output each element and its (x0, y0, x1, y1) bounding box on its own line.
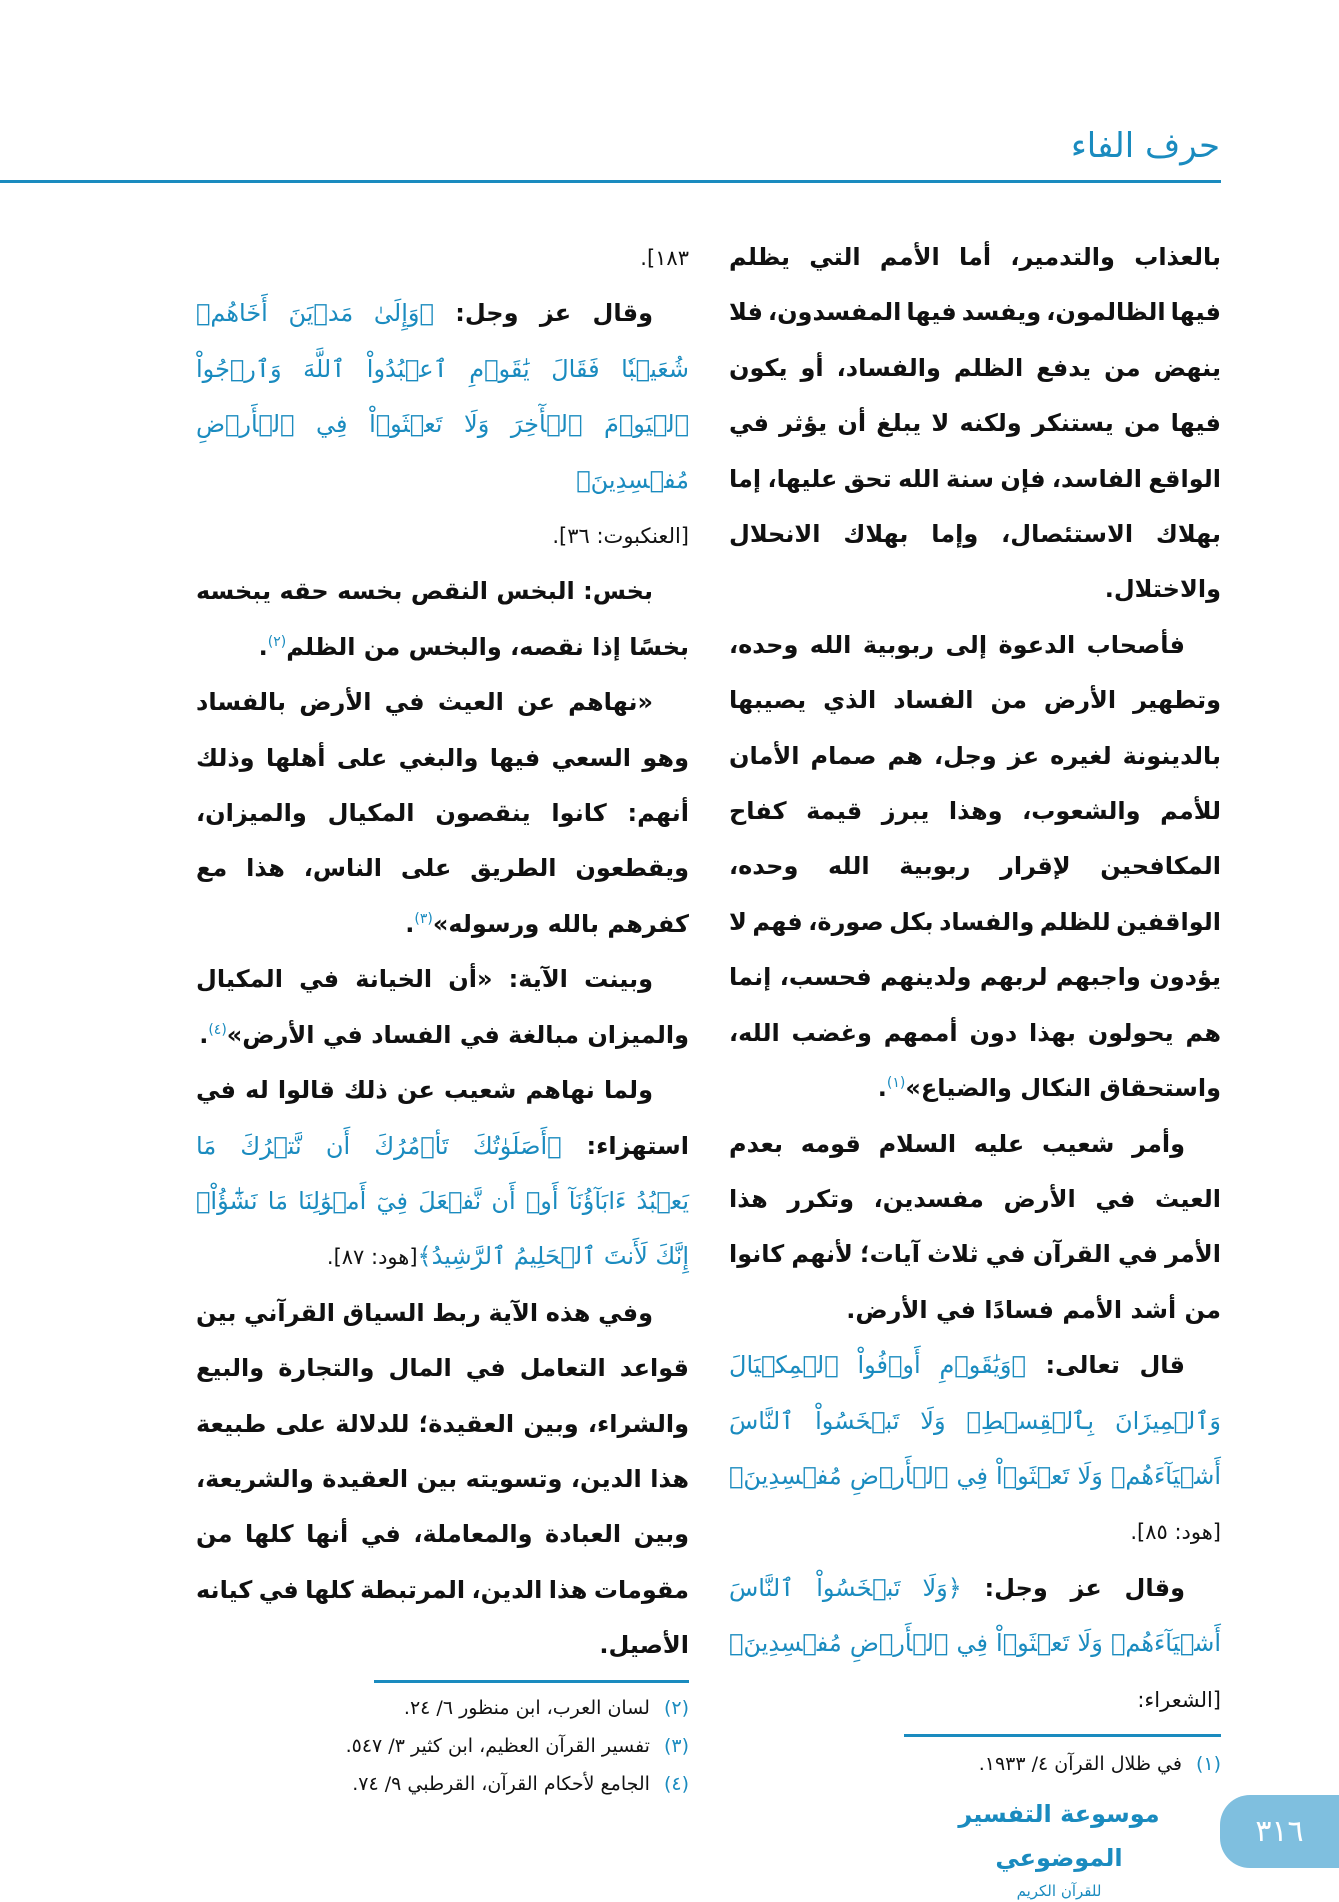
text-line (196, 1341, 689, 1396)
verse-reference: [هود: ٨٧]. (326, 1245, 418, 1270)
footnote-text: لسان العرب، ابن منظور ٦/ ٢٤. (403, 1697, 650, 1719)
text-line (729, 729, 1221, 784)
footnote-marker[interactable]: (١) (886, 1075, 906, 1092)
footnote-text: الجامع لأحكام القرآن، القرطبي ٩/ ٧٤. (352, 1773, 650, 1795)
body-text: . (405, 909, 415, 938)
body-text: الأصيل. (599, 1631, 689, 1660)
body-text: من أشد الأمم فسادًا في الأرض. (846, 1295, 1221, 1324)
body-text: ينهض من يدفع الظلم والفساد، أو يكون (729, 353, 1221, 382)
text-line (729, 1227, 1221, 1282)
body-text: وأمر شعيب عليه السلام قومه بعدم (729, 1129, 1185, 1158)
body-text: مقومات هذا الدين، المرتبطة كلها في كيانه (196, 1575, 689, 1604)
footnote-marker[interactable]: (٤) (208, 1021, 227, 1038)
right-column (729, 230, 1221, 1728)
encyclopedia-logo (934, 1792, 1184, 1900)
body-text: للأمم والشعوب، وهذا يبرز قيمة كفاح (729, 797, 1221, 826)
body-text: كفرهم بالله ورسوله» (432, 909, 689, 938)
text-line (729, 1172, 1221, 1227)
text-line (196, 1008, 689, 1063)
quran-verse: أَشۡيَآءَهُمۡ وَلَا تَعۡثَوۡاْ فِي ٱلۡأَرۡضِ مُفۡسِدِينَ﴾ (729, 1629, 1221, 1658)
text-line (196, 1286, 689, 1341)
text-line (729, 230, 1221, 285)
body-text: الواقع الفاسد، فإن سنة الله تحق عليها، إما (729, 464, 1221, 493)
body-text: واستحقاق النكال والضياع» (905, 1074, 1221, 1103)
text-line (196, 1119, 689, 1174)
text-line (729, 950, 1221, 1005)
quran-verse: ﴿أَصَلَوٰتُكَ تَأۡمُرُكَ أَن نَّتۡرُكَ مَا (196, 1131, 562, 1160)
footnote (346, 1728, 689, 1764)
footnote-text: تفسير القرآن العظيم، ابن كثير ٣/ ٥٤٧. (345, 1735, 650, 1757)
text-line (729, 1616, 1221, 1728)
quran-verse: أَشۡيَآءَهُمۡ وَلَا تَعۡثَوۡاْ فِي ٱلۡأَرۡضِ مُفۡسِدِينَ﴾ (729, 1461, 1221, 1490)
text-line (729, 452, 1221, 507)
text-line (729, 1006, 1221, 1061)
body-text: بهلاك الاستئصال، وإما بهلاك الانحلال (729, 520, 1221, 549)
text-line (729, 618, 1221, 673)
text-line (729, 562, 1221, 617)
footnote-number: (٤) (663, 1773, 689, 1795)
footnote (404, 1690, 689, 1726)
quran-verse: ﴿وَيَٰقَوۡمِ أَوۡفُواْ ٱلۡمِكۡيَالَ (729, 1351, 1026, 1380)
body-text: بخسًا إذا نقصه، والبخس من الظلم (286, 632, 689, 661)
body-text: والميزان مبالغة في الفساد في الأرض» (226, 1020, 689, 1049)
body-text: وهو السعي فيها والبغي على أهلها وذلك (196, 743, 689, 772)
text-line (729, 1061, 1221, 1116)
body-text: وفي هذه الآية ربط السياق القرآني بين (196, 1298, 653, 1327)
text-line (729, 341, 1221, 396)
text-line (196, 1063, 689, 1118)
body-text: بخس: البخس النقص بخسه حقه يبخسه (196, 577, 653, 606)
body-text: . (877, 1074, 887, 1103)
verse-reference: ١٨٣]. (640, 246, 689, 270)
header-divider (0, 180, 1221, 183)
footnote (979, 1746, 1221, 1782)
text-line (729, 839, 1221, 894)
verse-reference: [هود: ٨٥]. (1130, 1520, 1221, 1545)
verse-reference: [الشعراء: (1137, 1687, 1221, 1712)
text-line (196, 397, 689, 508)
body-text: وتطهير الأرض من الفساد الذي يصيبها (729, 686, 1221, 715)
body-text: «نهاهم عن العيث في الأرض بالفساد (196, 688, 653, 717)
text-line (196, 675, 689, 730)
body-text: أنهم: كانوا ينقصون المكيال والميزان، (196, 799, 689, 828)
text-line (196, 564, 689, 619)
body-text: وبين العبادة والمعاملة، في أنها كلها من (196, 1520, 689, 1549)
text-line (196, 1563, 689, 1618)
text-line (196, 1618, 689, 1673)
body-text: يؤدون واجبهم لربهم ولدينهم فحسب، إنما (729, 963, 1221, 992)
text-line (196, 897, 689, 952)
body-text: فيها الظالمون، ويفسد فيها المفسدون، فلا (729, 298, 1221, 327)
text-line (196, 342, 689, 397)
body-text: ويقطعون الطريق على الناس، هذا مع (196, 854, 689, 883)
quran-verse: إِنَّكَ لَأَنتَ ٱلۡحَلِيمُ ٱلرَّشِيدُ﴾ (417, 1242, 689, 1271)
body-text: المكافحين لإقرار ربوبية الله وحده، (729, 852, 1221, 881)
body-text: بالدينونة لغيره عز وجل، هم صمام الأمان (729, 741, 1221, 770)
quran-verse: يَعۡبُدُ ءَابَآؤُنَآ أَوۡ أَن نَّفۡعَلَ فِيٓ أَمۡوَٰلِنَا مَا نَشَٰٓؤُاْۖ (196, 1186, 689, 1215)
footnote-number: (٢) (663, 1697, 689, 1719)
text-line (196, 841, 689, 896)
logo-title: موسوعة التفسير الموضوعي (958, 1800, 1160, 1872)
body-text: فيها من يستنكر ولكنه لا يبلغ أن يؤثر في (729, 409, 1221, 438)
text-line (729, 1117, 1221, 1172)
text-line (729, 673, 1221, 728)
text-line (196, 1507, 689, 1562)
text-line (196, 731, 689, 786)
quran-verse: ﴿وَإِلَىٰ مَدۡيَنَ أَخَاهُمۡ (196, 299, 434, 328)
text-line (196, 1452, 689, 1507)
text-line (729, 1504, 1221, 1560)
text-line (196, 620, 689, 675)
text-line (196, 286, 689, 341)
footnote-marker[interactable]: (٣) (414, 910, 433, 927)
text-line (729, 507, 1221, 562)
text-line (729, 1338, 1221, 1393)
text-line (729, 1283, 1221, 1338)
body-text: فأصحاب الدعوة إلى ربوبية الله وحده، (729, 630, 1185, 659)
text-line (196, 1174, 689, 1229)
quran-verse: وَٱلۡمِيزَانَ بِٱلۡقِسۡطِۖ وَلَا تَبۡخَسُواْ ٱلنَّاسَ (729, 1406, 1221, 1435)
body-text: ولما نهاهم شعيب عن ذلك قالوا له في (196, 1076, 653, 1105)
quran-verse: ٱلۡيَوۡمَ ٱلۡأٓخِرَ وَلَا تَعۡثَوۡاْ فِي ٱلۡأَرۡضِ مُفۡسِدِينَ﴾ (196, 410, 689, 494)
body-text: بالعذاب والتدمير، أما الأمم التي يظلم (729, 243, 1221, 271)
body-text: وقال عز وجل: (433, 299, 654, 328)
page-number-badge: ٣١٦ (1220, 1795, 1339, 1868)
body-text: هذا الدين، وتسويته بين العقيدة والشريعة، (196, 1464, 689, 1493)
footnote (352, 1766, 689, 1802)
body-text: استهزاء: (561, 1131, 689, 1160)
body-text: قال تعالى: (1025, 1351, 1185, 1380)
body-text: . (258, 632, 268, 661)
footnote-divider-left (374, 1680, 689, 1683)
text-line (729, 1394, 1221, 1449)
text-line (729, 285, 1221, 340)
footnote-marker[interactable]: (٢) (267, 633, 287, 650)
text-line (729, 1449, 1221, 1504)
body-text: الأمر في القرآن في ثلاث آيات؛ لأنهم كانوا (729, 1240, 1221, 1269)
text-line (196, 508, 689, 564)
text-line (729, 1561, 1221, 1616)
body-text: قواعد التعامل في المال والتجارة والبيع (196, 1354, 689, 1383)
body-text: والشراء، وبين العقيدة؛ للدلالة على طبيعة (196, 1409, 689, 1438)
logo-subtitle: للقرآن الكريم (1016, 1882, 1102, 1900)
body-text: الواقفين للظلم والفساد بكل صورة، فهم لا (729, 907, 1221, 936)
quran-verse: ﴿وَلَا تَبۡخَسُواْ ٱلنَّاسَ (729, 1573, 962, 1602)
text-line (196, 1229, 689, 1285)
verse-reference: [العنكبوت: ٣٦]. (552, 524, 689, 549)
body-text: والاختلال. (1104, 575, 1221, 604)
text-line (729, 895, 1221, 950)
footnote-text: في ظلال القرآن ٤/ ١٩٣٣. (978, 1753, 1182, 1775)
chapter-title: حرف الفاء (1070, 126, 1220, 166)
footnote-number: (٣) (663, 1735, 689, 1757)
text-line (196, 786, 689, 841)
text-line (196, 952, 689, 1007)
text-line (196, 230, 689, 286)
text-line (729, 396, 1221, 451)
quran-verse: شُعَيۡبٗا فَقَالَ يَٰقَوۡمِ ٱعۡبُدُواْ ٱللَّهَ وَٱرۡجُواْ (196, 354, 689, 383)
body-text: وقال عز وجل: (961, 1573, 1186, 1602)
text-line (729, 784, 1221, 839)
footnote-divider-right (904, 1734, 1221, 1737)
text-line (196, 1397, 689, 1452)
body-text: العيث في الأرض مفسدين، وتكرر هذا (729, 1184, 1221, 1213)
body-text: وبينت الآية: «أن الخيانة في المكيال (196, 965, 653, 994)
left-column (196, 230, 689, 1674)
body-text: هم يحولون بهذا دون أممهم وغضب الله، (729, 1018, 1221, 1047)
footnote-number: (١) (1195, 1753, 1221, 1775)
body-text: . (199, 1020, 209, 1049)
